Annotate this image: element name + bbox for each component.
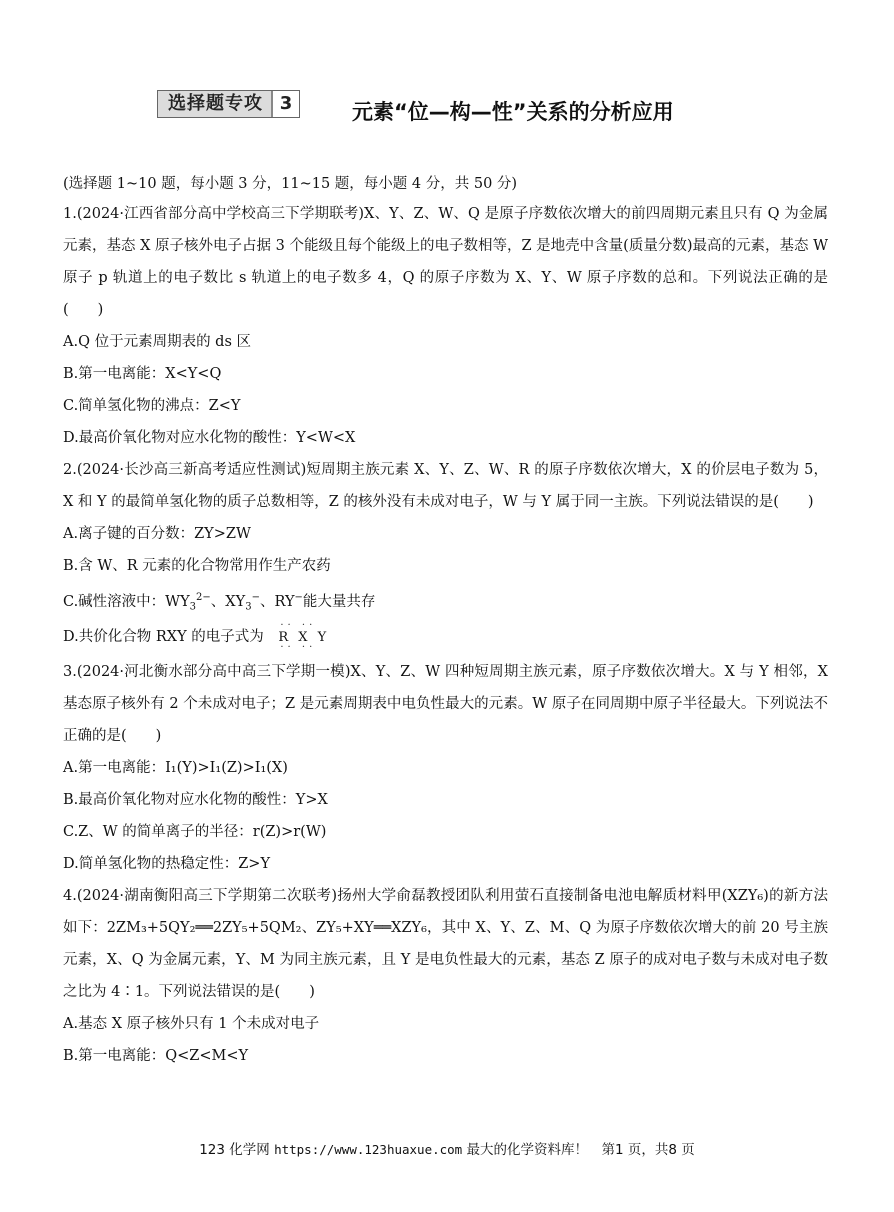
question-4-stem: 4.(2024·湖南衡阳高三下学期第二次联考)扬州大学俞磊教授团队利用萤石直接制备电池电解质材料甲(XZY₆)的新方法如下：2ZM₃+5QY₂══2ZY₅+5QM₂、ZY₅+XY══XZY₆，其中 X、Y、Z、M、Q 为原子序数依次增大的前 20 号主族元素，X、Q 为金属元素，Y、M 为同主族元素，且 Y 是电负性最大的元素，基态 Z 原子的成对电子数与未成对电子数之比为 4∶1。下列说法错误的是( ): [63, 888, 828, 1000]
lewis-structure: [278, 615, 329, 661]
lewis-dots-bottom: ·· ··: [280, 642, 317, 653]
lewis-dots-top: ·· ··: [280, 620, 317, 631]
question-body: [63, 170, 828, 1072]
question-1-option-b: B.第一电离能：X<Y<Q: [63, 366, 222, 382]
question-2-option-d-text: D.共价化合物 RXY 的电子式为: [63, 629, 264, 645]
question-2-option-d: [63, 614, 828, 654]
question-3-option-b: B.最高价氧化物对应水化物的酸性：Y>X: [63, 792, 328, 808]
question-2-option-c-end: 、RY: [259, 593, 295, 610]
question-3-option-d: D.简单氢化物的热稳定性：Z>Y: [63, 856, 271, 872]
question-4-option-a: A.基态 X 原子核外只有 1 个未成对电子: [63, 1016, 320, 1032]
lewis-formula: R X Y: [278, 630, 330, 645]
question-2-option-c-tail: 能大量共存: [302, 593, 376, 610]
question-2-option-a: A.离子键的百分数：ZY>ZW: [63, 526, 251, 542]
section-header: [157, 90, 757, 124]
question-3-stem: 3.(2024·河北衡水部分高中高三下学期一模)X、Y、Z、W 四种短周期主族元素，原子序数依次增大。X 与 Y 相邻，X 基态原子核外有 2 个未成对电子；Z 是元素周期表中电负性最大的元素。W 原子在同周期中原子半径最大。下列说法不正确的是( ): [63, 664, 828, 744]
footer-url-link[interactable]: https://www.123huaxue.com: [274, 1142, 463, 1157]
footer-site-name: 123 化学网: [199, 1142, 270, 1158]
question-4-option-b: B.第一电离能：Q<Z<M<Y: [63, 1048, 249, 1064]
section-tag-label: 选择题专攻: [168, 93, 263, 114]
question-3-option-a: A.第一电离能：I₁(Y)>I₁(Z)>I₁(X): [63, 760, 288, 776]
question-2-stem: 2.(2024·长沙高三新高考适应性测试)短周期主族元素 X、Y、Z、W、R 的原子序数依次增大，X 的价层电子数为 5，X 和 Y 的最简单氢化物的质子总数相等，Z 的核外没有未成对电子，W 与 Y 属于同一主族。下列说法错误的是( ): [63, 462, 828, 510]
page-footer: [0, 1138, 894, 1158]
footer-page-info: 最大的化学资料库！ 第1 页，共8 页: [466, 1142, 695, 1158]
question-1-option-d: D.最高价氧化物对应水化物的酸性：Y<W<X: [63, 430, 356, 446]
question-2-option-c-prefix: C.碱性溶液中：WY: [63, 593, 190, 610]
section-tag: [157, 90, 300, 118]
question-2-option-c-mid: 、XY: [210, 593, 246, 610]
question-2-option-b: B.含 W、R 元素的化合物常用作生产农药: [63, 558, 331, 574]
instructions: (选择题 1~10 题，每小题 3 分，11~15 题，每小题 4 分，共 50 分): [63, 176, 518, 192]
page-title: 元素“位—构—性”关系的分析应用: [352, 100, 674, 124]
section-tag-number: 3: [271, 91, 299, 117]
question-2-option-c: C.碱性溶液中：$WY_3^{2-}$、$XY_3^-$、RY−能大量共存: [63, 592, 376, 613]
question-1-option-a: A.Q 位于元素周期表的 ds 区: [63, 334, 252, 350]
question-1-stem: 1.(2024·江西省部分高中学校高三下学期联考)X、Y、Z、W、Q 是原子序数依次增大的前四周期元素且只有 Q 为金属元素，基态 X 原子核外电子占据 3 个能级且每个能级上的电子数相等，Z 是地壳中含量(质量分数)最高的元素，基态 W 原子 p 轨道上的电子数比 s 轨道上的电子数多 4，Q 的原子序数为 X、Y、W 原子序数的总和。下列说法正确的是( ): [63, 206, 828, 318]
question-3-option-c: C.Z、W 的简单离子的半径：r(Z)>r(W): [63, 824, 327, 840]
question-1-option-c: C.简单氢化物的沸点：Z<Y: [63, 398, 241, 414]
